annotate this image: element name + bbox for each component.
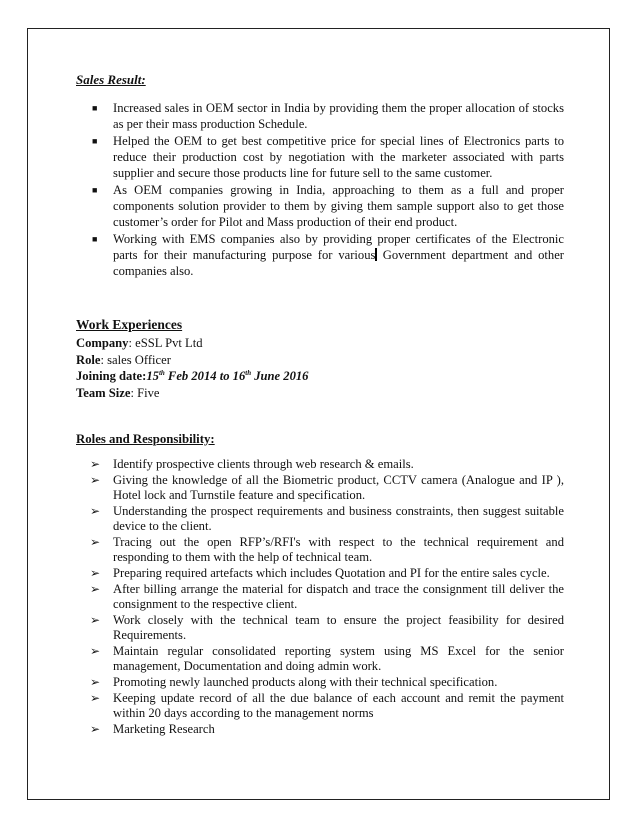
company-value: eSSL Pvt Ltd [131,336,203,350]
list-item: ■ Increased sales in OEM sector in India by providing them the proper allocation of stocks as per their mass production Schedule. [92,101,564,131]
list-item: ➢ Preparing required artefacts which includes Quotation and PI for the entire sales cycle. [90,566,550,581]
arrow-bullet-icon: ➢ [90,675,101,690]
list-item: ➢ Marketing Research [90,722,215,737]
list-item: ➢ Identify prospective clients through web research & emails. [90,457,414,471]
team-size-line: Team Size: Five [76,385,160,400]
arrow-bullet-icon: ➢ [90,690,101,705]
list-item: ➢ After billing arrange the material for dispatch and trace the consignment till deliver the consignment to the respective client. [90,581,564,612]
list-item: ➢ Work closely with the technical team to ensure the project feasibility for desired Requirements. [90,612,564,643]
arrow-bullet-icon: ➢ [90,472,101,487]
list-item: ➢ Maintain regular consolidated reporting system using MS Excel for the senior management, Documentation and doing admin work. [90,644,564,674]
role-value: sales Officer [103,352,171,367]
joining-date-line: Joining date:15th Feb 2014 to 16th June 2016 [76,368,309,383]
arrow-bullet-icon: ➢ [90,644,101,659]
joining-date-value: 15th Feb 2014 to 16th June 2016 [146,368,309,383]
resume-page [76,72,564,738]
arrow-bullet-icon: ➢ [90,722,101,737]
square-bullet-icon: ■ [92,136,98,146]
arrow-bullet-icon: ➢ [90,503,101,518]
list-item: ➢ Tracing out the open RFP’s/RFI's with respect to the technical requirement and responding to them with the help of technical team. [90,534,564,565]
arrow-bullet-icon: ➢ [90,566,101,581]
list-item: ➢ Keeping update record of all the due balance of each account and remit the payment within 20 days according to the management norms [90,690,564,721]
roles-heading: Roles and Responsibility: [76,432,215,446]
square-bullet-icon: ■ [92,103,98,113]
square-bullet-icon: ■ [92,185,98,195]
team-size-value: Five [133,385,160,400]
roles-list [76,457,564,737]
list-item: ■ Helped the OEM to get best competitive price for special lines of Electronics parts to reduce their production cost by negotiation with the marketer associated with parts supplier and secure those products line for future sell to the same customer. [92,134,564,180]
arrow-bullet-icon: ➢ [90,612,101,627]
role-line: Role: sales Officer [76,352,171,367]
list-item: ➢ Giving the knowledge of all the Biometric product, CCTV camera (Analogue and IP ), Hotel lock and Turnstile feature and specification. [90,472,564,503]
arrow-bullet-icon: ➢ [90,581,101,596]
company-line: Company: eSSL Pvt Ltd [76,336,203,350]
list-item: ➢ Promoting newly launched products along with their technical specification. [90,675,498,690]
arrow-bullet-icon: ➢ [90,534,101,549]
list-item: ➢ Understanding the prospect requirements and business constraints, then suggest suitable device to the client. [90,503,564,534]
square-bullet-icon: ■ [92,234,98,244]
sales-result-heading: Sales Result: [76,72,146,87]
arrow-bullet-icon: ➢ [90,457,101,471]
work-experiences-heading: Work Experiences [76,317,183,332]
list-item: ■ Working with EMS companies also by providing proper certificates of the Electronic parts for their manufacturing purpose for various Government department and other companies also. [92,232,564,278]
list-item: ■ As OEM companies growing in India, approaching to them as a full and proper components solution provider to them by giving them sample support also to get those customer’s order for Pilot and Mass production of their end product. [92,183,564,229]
sales-result-list [76,100,564,279]
